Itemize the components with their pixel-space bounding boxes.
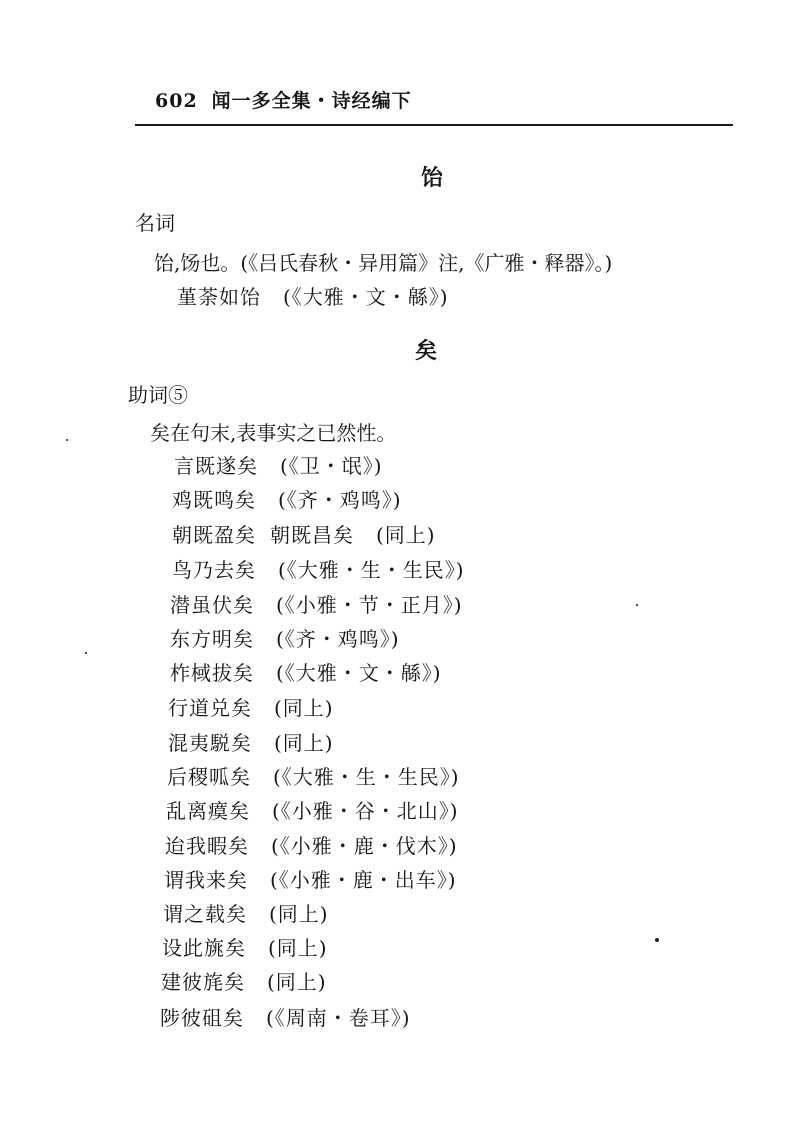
example-source: (《卫・氓》) [280, 454, 383, 478]
example-phrase: 柞棫拔矣 [170, 661, 254, 685]
example-source: (《大雅・生・生民》) [278, 558, 465, 582]
example-phrase-second: 朝既昌矣 [270, 523, 354, 547]
scan-speck [636, 604, 638, 606]
example-phrase: 堇荼如饴 [177, 285, 261, 309]
example-line [160, 1005, 411, 1031]
example-line [170, 626, 400, 652]
example-source: (《小雅・谷・北山》) [272, 799, 459, 823]
example-phrase: 陟彼砠矣 [160, 1006, 244, 1030]
example-phrase: 后稷呱矣 [167, 765, 251, 789]
running-header [155, 86, 412, 113]
example-source: (《齐・鸡鸣》) [276, 627, 400, 651]
example-phrase: 谓我来矣 [164, 868, 248, 892]
example-line [177, 284, 449, 310]
book-title: 闻一多全集・诗经编下 [211, 90, 412, 112]
example-line [172, 522, 436, 548]
example-line [170, 660, 442, 686]
part-of-speech: 名词 [135, 211, 175, 235]
headword: 矣 [415, 338, 438, 364]
example-source: (《大雅・文・緜》) [283, 285, 449, 309]
scan-speck [85, 652, 87, 654]
part-of-speech: 助词⑤ [128, 383, 188, 407]
example-phrase: 行道兑矣 [168, 696, 252, 720]
example-phrase: 言既遂矣 [174, 454, 258, 478]
example-line [166, 798, 459, 824]
scan-speck [655, 938, 659, 942]
example-phrase: 谓之载矣 [163, 902, 247, 926]
example-source: (同上) [376, 523, 436, 547]
page-number: 602 [155, 90, 198, 112]
example-line [162, 935, 328, 961]
example-source: (同上) [268, 936, 328, 960]
example-phrase: 朝既盈矣 [172, 523, 256, 547]
example-source: (同上) [269, 902, 329, 926]
headword: 饴 [421, 165, 444, 191]
example-source: (《大雅・生・生民》) [273, 765, 460, 789]
example-source: (《小雅・节・正月》) [276, 593, 463, 617]
example-phrase: 乱离瘼矣 [166, 799, 250, 823]
definition: 饴,饧也。(《吕氏春秋・异用篇》注,《广雅・释器》。) [154, 251, 613, 275]
example-phrase: 鸟乃去矣 [172, 558, 256, 582]
example-line [168, 730, 334, 756]
example-source: (《小雅・鹿・出车》) [270, 868, 457, 892]
scan-speck [66, 439, 68, 441]
example-line [168, 695, 334, 721]
example-line [165, 833, 458, 859]
example-source: (《大雅・文・緜》) [276, 661, 442, 685]
example-line [164, 867, 457, 893]
example-phrase: 东方明矣 [170, 627, 254, 651]
example-line [172, 557, 465, 583]
example-source: (同上) [267, 970, 327, 994]
example-source: (《小雅・鹿・伐木》) [271, 834, 458, 858]
example-phrase: 迨我暇矣 [165, 834, 249, 858]
example-phrase: 建彼旄矣 [161, 970, 245, 994]
example-source: (同上) [274, 696, 334, 720]
example-line [174, 453, 383, 479]
example-line [161, 969, 327, 995]
example-line [172, 487, 402, 513]
example-source: (《周南・卷耳》) [266, 1006, 411, 1030]
example-line [170, 592, 463, 618]
example-line [167, 764, 460, 790]
example-phrase: 设此旐矣 [162, 936, 246, 960]
example-phrase: 鸡既鸣矣 [172, 488, 256, 512]
definition: 矣在句末,表事实之已然性。 [150, 421, 397, 445]
example-source: (《齐・鸡鸣》) [278, 488, 402, 512]
example-source: (同上) [274, 731, 334, 755]
example-phrase: 潜虽伏矣 [170, 593, 254, 617]
header-rule [135, 124, 733, 126]
example-line [163, 901, 329, 927]
example-phrase: 混夷駾矣 [168, 731, 252, 755]
